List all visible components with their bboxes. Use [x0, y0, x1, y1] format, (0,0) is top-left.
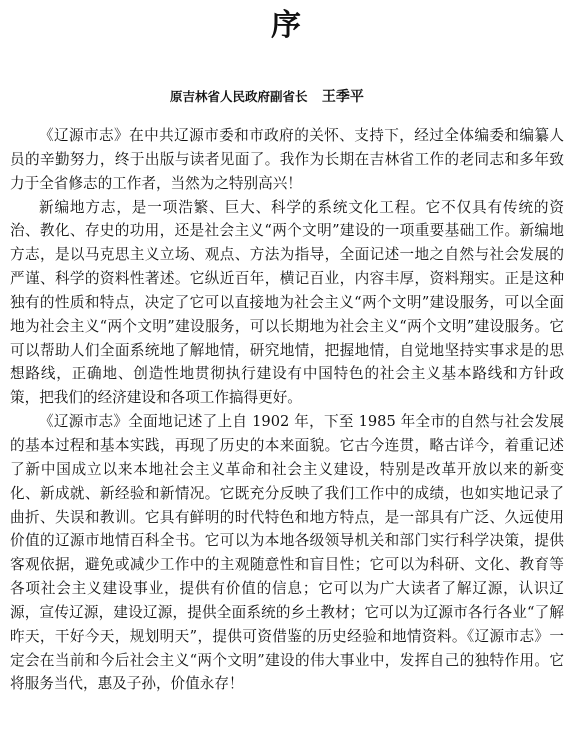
- author-role: 原吉林省人民政府副省长: [170, 89, 308, 104]
- preface-body: [10, 124, 564, 696]
- paragraph-1: 《辽源市志》在中共辽源市委和市政府的关怀、支持下，经过全体编委和编纂人员的辛勤努力，终于出版与读者见面了。我作为长期在吉林省工作的老同志和多年致力于全省修志的工作者，当然为之特别高兴！: [10, 127, 564, 192]
- author-byline: [10, 88, 564, 106]
- preface-title: 序: [271, 8, 303, 43]
- paragraph-2: 新编地方志，是一项浩繁、巨大、科学的系统文化工程。它不仅具有传统的资治、教化、存史的功用，还是社会主义“两个文明”建设的一项重要基础工作。新编地方志，是以马克思主义立场、观点、方法为指导，全面记述一地之自然与社会发展的严谨、科学的资料性著述。它纵近百年，横记百业，内容丰厚，资料翔实。正是这种独有的性质和特点，决定了它可以直接地为社会主义“两个文明”建设服务，可以全面地为社会主义“两个文明”建设服务，可以长期地为社会主义“两个文明”建设服务。它可以帮助人们全面系统地了解地情，研究地情，把握地情，自觉地坚持实事求是的思想路线，正确地、创造性地贯彻执行建设有中国特色的社会主义基本路线和方针政策，把我们的经济建设和各项工作搞得更好。: [10, 198, 564, 407]
- paragraph-3: 《辽源市志》全面地记述了上自 1902 年，下至 1985 年全市的自然与社会发展的基本过程和基本实践，再现了历史的本来面貌。它古今连贯，略古详今，着重记述了新中国成立以来本地社会主义革命和社会主义建设，特别是改革开放以来的新变化、新成就、新经验和新情况。它既充分反映了我们工作中的成绩，也如实地记录了曲折、失误和教训。它具有鲜明的时代特色和地方特点，是一部具有广泛、久远使用价值的辽源市地情百科全书。它可以为本地各级领导机关和部门实行科学决策，提供客观依据，避免或减少工作中的主观随意性和盲目性；它可以为科研、文化、教育等各项社会主义建设事业，提供有价值的信息；它可以为广大读者了解辽源，认识辽源，宣传辽源，建设辽源，提供全面系统的乡土教材；它可以为辽源市各行各业“了解昨天，干好今天，规划明天”，提供可资借鉴的历史经验和地情资料。《辽源市志》一定会在当前和今后社会主义“两个文明”建设的伟大事业中，发挥自己的独特作用。它将服务当代，惠及子孙，价值永存！: [10, 413, 564, 693]
- author-name: 王季平: [321, 89, 364, 105]
